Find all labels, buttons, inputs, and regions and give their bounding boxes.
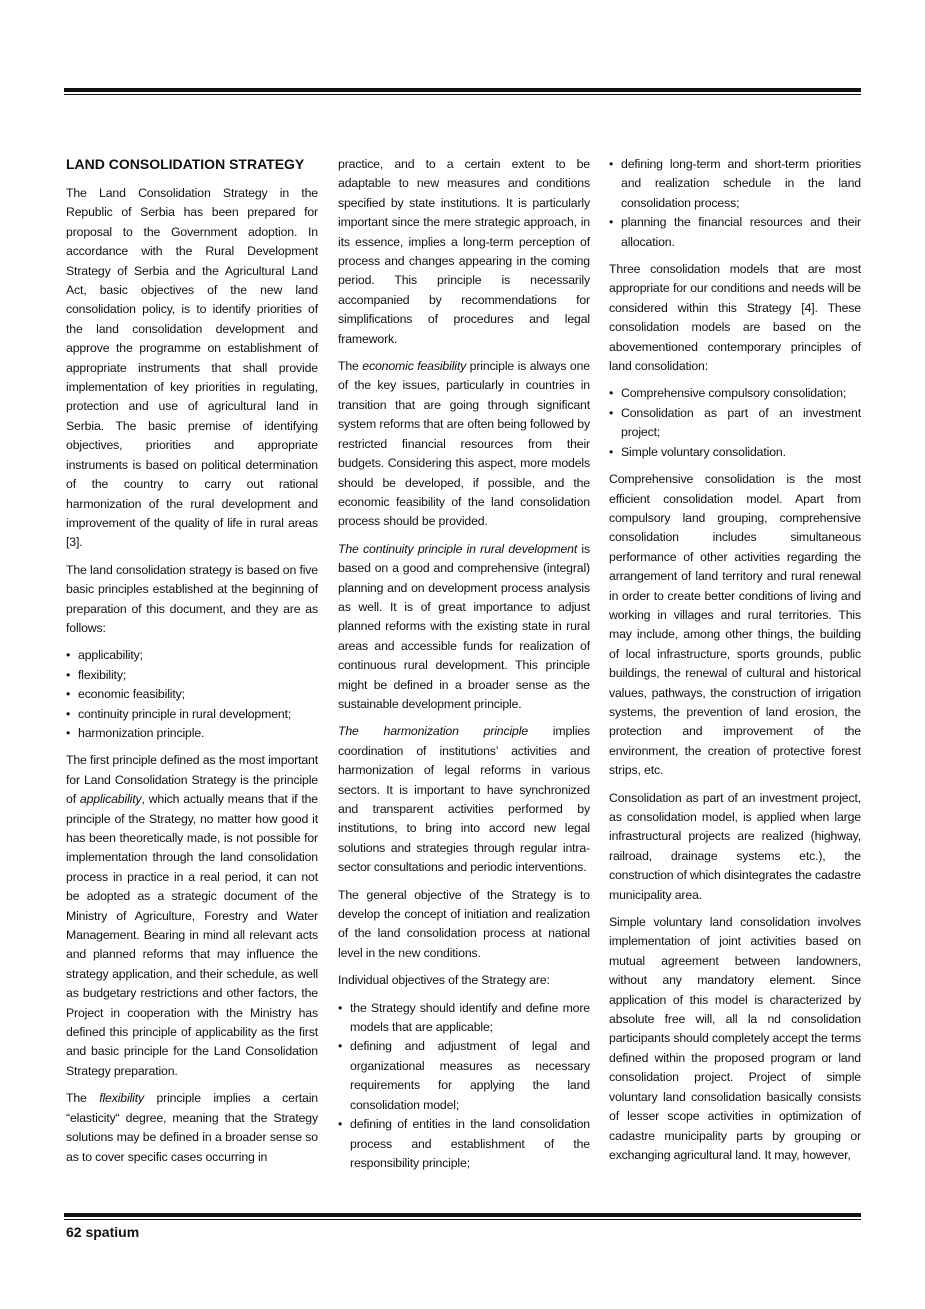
top-rule	[64, 88, 861, 92]
paragraph: The first principle defined as the most important for Land Consolidation Strategy is the principle of applicability, which actually means that if the principle of the Strategy, no matter how good it has been theoretically made, is not possible for implementation through the land consolidation process in practice in a real period, it can not be adopted as a strategic document of the Ministry of Agriculture, Forestry and Water Management. Bearing in mind all relevant acts and planned reforms that may influence the strategy application, and their schedule, as well as budgetary restrictions and other factors, the Project in cooperation with the Ministry has defined this principle of applicability as the first and basic principle for the Land Consolidation Strategy preparation.	[66, 753, 318, 1078]
top-rule-thin	[64, 94, 861, 95]
column-3	[609, 155, 861, 1173]
paragraph: The land consolidation strategy is based on five basic principles established at the beginning of preparation of this document, and they are as follows:	[66, 562, 318, 635]
paragraph: practice, and to a certain extent to be adaptable to new measures and conditions specified by state institutions. It is particularly important since the mere strategic approach, in its essence, implies a long-term perception of process and changes appearing in the coming period. This principle is necessarily accompanied by recommendations for simplifications of procedures and legal framework.	[338, 157, 590, 346]
paragraph: The flexibility principle implies a certain “elasticity“ degree, meaning that the Strategy solutions may be defined in a broader sense so as to cover specific cases occurring in	[66, 1091, 318, 1164]
paragraph: The general objective of the Strategy is to develop the concept of initiation and realization of the land consolidation process at national level in the new conditions.	[338, 887, 590, 960]
objectives-list-continued	[609, 155, 861, 252]
paragraph: Simple voluntary land consolidation involves implementation of joint activities based on mutual agreement between landowners, without any mandatory element. Since application of this model is characterized by absolute free will, all la nd consolidation participants should completely accept the terms defined within the proposed program or land consolidation project. Project of simple voluntary land consolidation basically consists of lesser scope activities in optimization of cadastre municipality parts by grouping or exchanging agricultural land. It may, however,	[609, 915, 861, 1162]
bottom-rule-thin	[64, 1219, 861, 1220]
paragraph: Individual objectives of the Strategy are:	[338, 973, 550, 988]
page-footer	[66, 1224, 139, 1240]
paragraph: The economic feasibility principle is always one of the key issues, particularly in countries in transition that are going through significant system reforms that are often being followed by restricted financial resources from their budgets. Considering this aspect, more models should be developed, if possible, and the economic feasibility of the land consolidation process should be provided.	[338, 359, 590, 529]
list-item: • flexibility;	[66, 667, 127, 682]
list-item: • Consolidation as part of an investment project;	[609, 405, 861, 440]
list-item: • the Strategy should identify and define more models that are applicable;	[338, 1000, 590, 1035]
column-1	[66, 155, 318, 1175]
list-item: • defining of entities in the land consolidation process and establishment of the responsibility principle;	[338, 1117, 590, 1170]
list-item: • Comprehensive compulsory consolidation;	[609, 386, 847, 401]
journal-name: spatium	[85, 1224, 140, 1240]
paragraph: Three consolidation models that are most appropriate for our conditions and needs will be considered within this Strategy [4]. These consolidation models are based on the abovementioned contemporary principles of land consolidation:	[609, 262, 861, 374]
list-item: • defining long-term and short-term priorities and realization schedule in the land consolidation process;	[609, 157, 861, 210]
models-list	[609, 384, 861, 462]
column-2	[338, 155, 590, 1181]
list-item: • Simple voluntary consolidation.	[609, 444, 786, 459]
paragraph: The harmonization principle implies coordination of institutions’ activities and harmonization of legal reforms in various sectors. It is important to have synchronized and transparent activities performed by institutions, to bring into accord new legal solutions and strategies through regular intra-sector consultations and periodic interventions.	[338, 724, 590, 875]
paragraph: The Land Consolidation Strategy in the Republic of Serbia has been prepared for proposal to the Government adoption. In accordance with the Rural Development Strategy of Serbia and the Agricultural Land Act, basic objectives of the new land consolidation policy, is to identify priorities of the land consolidation development and approve the programme on establishment of appropriate instruments that shall provide implementation of key priorities in regulating, protection and use of agricultural land in Serbia. The basic premise of identifying objectives, priorities and appropriate instruments is based on political determination of the country to carry out rational harmonization of the rural development and improvement of the quality of life in rural areas [3].	[66, 186, 318, 550]
objectives-list	[338, 999, 590, 1174]
section-heading: LAND CONSOLIDATION STRATEGY	[66, 156, 305, 172]
list-item: • planning the financial resources and their allocation.	[609, 215, 861, 249]
list-item: • economic feasibility;	[66, 687, 185, 702]
list-item: • harmonization principle.	[66, 725, 205, 740]
list-item: • continuity principle in rural development;	[66, 706, 292, 721]
page-number: 62	[66, 1224, 82, 1240]
principles-list	[66, 646, 318, 743]
paragraph: Comprehensive consolidation is the most efficient consolidation model. Apart from compulsory land grouping, comprehensive consolidation includes simultaneous performance of other activities regarding the arrangement of land territory and rural renewal in order to create better conditions of living and working in villages and rural territories. This may include, among other things, the building of local infrastructure, sports grounds, public buildings, the renewal of cultural and historical values, pathways, the construction of irrigation systems, the prevention of land erosion, the protection and improvement of the environment, the creation of protective forest strips, etc.	[609, 472, 861, 778]
list-item: • applicability;	[66, 648, 143, 663]
paragraph: The continuity principle in rural development is based on a good and comprehensive (integral) planning and on development process analysis as well. It is of great importance to adjust planned reforms with the existing state in rural areas and accessible funds for realization of continuous rural development. This principle might be defined in a broader sense as the sustainable development principle.	[338, 541, 590, 711]
paragraph: Consolidation as part of an investment project, as consolidation model, is applied when large infrastructural projects are realized (highway, railroad, drainage systems etc.), the construction of which disintegrates the cadastre municipality area.	[609, 790, 861, 902]
bottom-rule	[64, 1213, 861, 1217]
list-item: • defining and adjustment of legal and organizational measures as necessary requirements for applying the land consolidation model;	[338, 1039, 590, 1112]
